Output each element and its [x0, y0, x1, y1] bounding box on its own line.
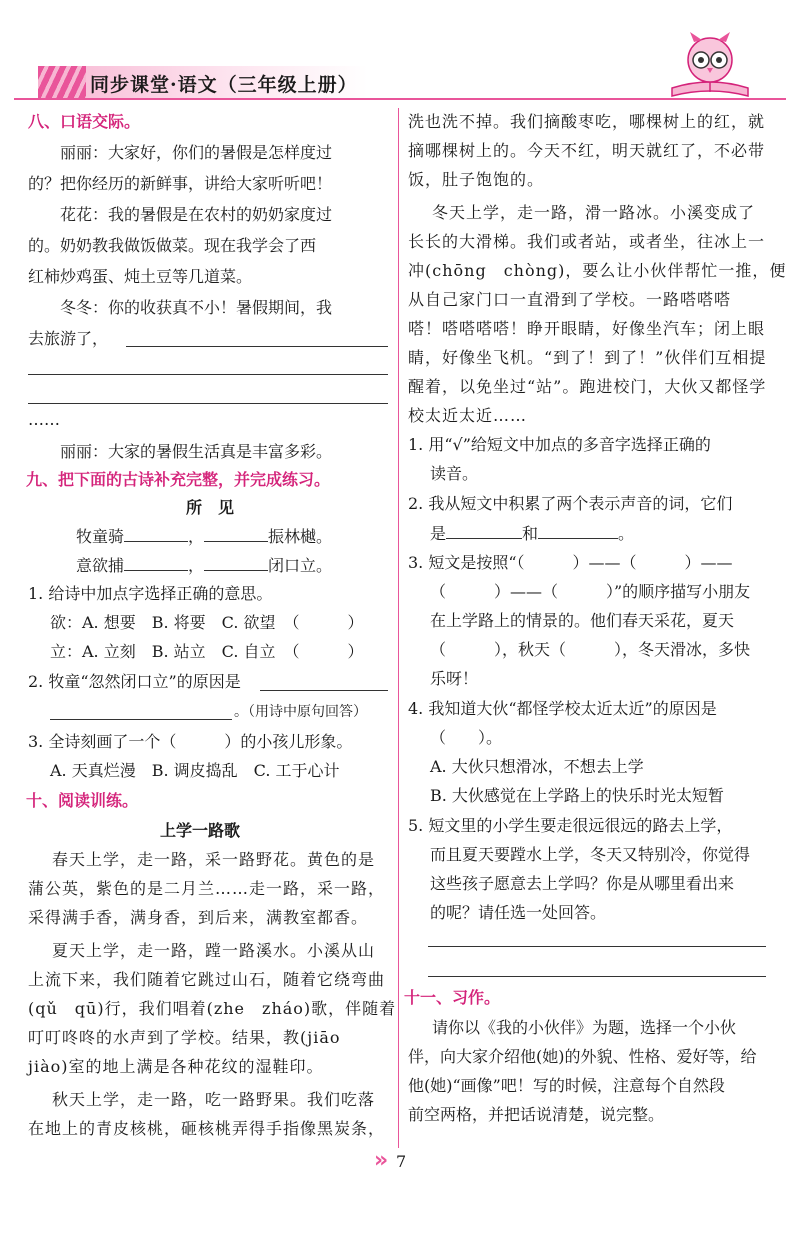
- story-line: 叮叮咚咚的水声到了学校。结果，教(jiāo: [28, 1028, 341, 1047]
- question: 乐呀！: [430, 669, 479, 688]
- answer-blank[interactable]: [28, 403, 388, 404]
- question-option: 立：A. 立刻 B. 站立 C. 自立 （ ）: [50, 642, 364, 661]
- question-option: A. 大伙只想滑冰，不想去上学: [430, 757, 644, 776]
- story-line: 冬天上学，走一路，滑一路冰。小溪变成了: [432, 203, 756, 222]
- story-line: 在地上的青皮核桃，砸核桃弄得手指像黑炭条，: [28, 1119, 386, 1138]
- story-line: 从自己家门口一直滑到了学校。一路嗒嗒嗒: [408, 290, 732, 309]
- header-stripes: [38, 66, 86, 98]
- story-line: 春天上学，走一路，采一路野花。黄色的是: [52, 850, 376, 869]
- text-line: 花花：我的暑假是在农村的奶奶家度过: [60, 205, 333, 224]
- question-blanks: [430, 523, 634, 544]
- question-text: 。: [618, 524, 635, 543]
- section-10-title: 十、阅读训练。: [26, 791, 139, 810]
- poem-text: 闭口立。: [268, 556, 333, 575]
- question: 2. 我从短文中积累了两个表示声音的词，它们: [408, 494, 733, 513]
- answer-blank[interactable]: [446, 523, 522, 539]
- story-line: (qǔ qū)行，我们唱着(zhe zháo)歌，伴随着: [28, 999, 397, 1018]
- story-line: 嗒！嗒嗒嗒嗒！睁开眼睛，好像坐汽车；闭上眼: [408, 319, 766, 338]
- question: 1. 给诗中加点字选择正确的意思。: [28, 584, 273, 603]
- poem-line-2: [76, 555, 332, 576]
- text-line: 去旅游了，: [28, 329, 109, 348]
- story-line: 秋天上学，走一路，吃一路野果。我们吃落: [52, 1090, 376, 1109]
- poem-comma: ，: [188, 556, 205, 575]
- text-line: 的？把你经历的新鲜事，讲给大家听听吧！: [28, 174, 333, 193]
- page-header: [0, 0, 800, 100]
- answer-blank[interactable]: [428, 946, 766, 947]
- question: 5. 短文里的小学生要走很远很远的路去上学，: [408, 816, 733, 835]
- answer-blank[interactable]: [50, 719, 232, 720]
- poem-blank[interactable]: [124, 555, 188, 571]
- story-line: 校太近太近……: [408, 406, 528, 425]
- answer-blank[interactable]: [126, 346, 388, 347]
- story-line: 上流下来，我们随着它跳过山石，随着它绕弯曲: [28, 970, 386, 989]
- text-line: ……: [28, 410, 60, 429]
- story-line: 饭，肚子饱饱的。: [408, 170, 545, 189]
- question: 这些孩子愿意去上学吗？你是从哪里看出来: [430, 874, 735, 893]
- section-8-title: 八、口语交际。: [28, 112, 141, 131]
- text-line: 的。奶奶教我做饭做菜。现在我学会了西: [28, 236, 317, 255]
- story-line: 长长的大滑梯。我们或者站，或者坐，往冰上一: [408, 232, 766, 251]
- text-line: 冬冬：你的收获真不小！暑假期间，我: [60, 298, 333, 317]
- question: 3. 短文是按照“（ ）——（ ）——: [408, 553, 733, 572]
- question-text: 是: [430, 524, 447, 543]
- question: 1. 用“√”给短文中加点的多音字选择正确的: [408, 435, 711, 454]
- question: 而且夏天要蹚水上学，冬天又特别冷，你觉得: [430, 845, 751, 864]
- section-11-title: 十一、习作。: [404, 988, 501, 1007]
- task-line: 伴，向大家介绍他(她)的外貌、性格、爱好等，给: [408, 1047, 757, 1066]
- answer-hint: 。（用诗中原句回答）: [234, 704, 367, 720]
- question: （ ）。: [430, 728, 503, 747]
- question: 2. 牧童“忽然闭口立”的原因是: [28, 672, 241, 691]
- task-line: 请你以《我的小伙伴》为题，选择一个小伙: [432, 1018, 737, 1037]
- task-line: 前空两格，并把话说清楚，说完整。: [408, 1105, 665, 1124]
- question: 在上学路上的情景的。他们春天采花，夏天: [430, 611, 735, 630]
- question-option: B. 大伙感觉在上学路上的快乐时光太短暂: [430, 786, 724, 805]
- book-title: 同步课堂·语文（三年级上册）: [90, 74, 358, 96]
- question: （ ）——（ ）”的顺序描写小朋友: [430, 582, 751, 601]
- poem-blank[interactable]: [124, 526, 188, 542]
- answer-blank[interactable]: [538, 523, 618, 539]
- text-line: 丽丽：大家好，你们的暑假是怎样度过: [60, 143, 333, 162]
- answer-blank[interactable]: [28, 374, 388, 375]
- header-rule: [14, 98, 786, 100]
- story-line: 采得满手香，满身香，到后来，满教室都香。: [28, 908, 369, 927]
- question: 3. 全诗刻画了一个（ ）的小孩儿形象。: [28, 732, 353, 751]
- poem-text: 振林樾。: [268, 527, 333, 546]
- story-line: 醒着，以免坐过“站”。跑进校门，大伙又都怪学: [408, 377, 767, 396]
- text-line: 丽丽：大家的暑假生活真是丰富多彩。: [60, 442, 333, 461]
- task-line: 他(她)“画像”吧！写的时候，注意每个自然段: [408, 1076, 725, 1095]
- story-line: 夏天上学，走一路，蹚一路溪水。小溪从山: [52, 941, 376, 960]
- story-title: 上学一路歌: [160, 821, 241, 840]
- story-line: 洗也洗不掉。我们摘酸枣吃，哪棵树上的红，就: [408, 112, 766, 131]
- question-option: 欲：A. 想要 B. 将要 C. 欲望 （ ）: [50, 613, 364, 632]
- question: （ ），秋天（ ），冬天滑冰，多快: [430, 640, 751, 659]
- story-line: 睛，好像坐飞机。“到了！到了！”伙伴们互相提: [408, 348, 767, 367]
- poem-comma: ，: [188, 527, 205, 546]
- poem-text: 意欲捕: [76, 556, 125, 575]
- page-footer: [0, 1146, 800, 1176]
- question-text: 和: [522, 524, 539, 543]
- page-number: 7: [396, 1152, 407, 1171]
- story-line: 蒲公英，紫色的是二月兰……走一路，采一路，: [28, 879, 386, 898]
- text-line: 红柿炒鸡蛋、炖土豆等几道菜。: [28, 267, 253, 286]
- story-line: 摘哪棵树上的。今天不红，明天就红了，不必带: [408, 141, 766, 160]
- poem-title: 所 见: [186, 498, 235, 517]
- question-options: A. 天真烂漫 B. 调皮捣乱 C. 工于心计: [50, 761, 340, 780]
- answer-blank[interactable]: [428, 976, 766, 977]
- poem-text: 牧童骑: [76, 527, 125, 546]
- column-divider: [398, 108, 399, 1148]
- question: 4. 我知道大伙“都怪学校太近太近”的原因是: [408, 699, 717, 718]
- poem-blank[interactable]: [204, 526, 268, 542]
- story-line: jiào)室的地上满是各种花纹的湿鞋印。: [28, 1057, 324, 1076]
- double-chevron-right-icon: »: [374, 1148, 389, 1173]
- owl-reading-book-icon: [664, 30, 756, 100]
- section-9-title: 九、把下面的古诗补充完整，并完成练习。: [26, 470, 331, 489]
- poem-blank[interactable]: [204, 555, 268, 571]
- story-line: 冲(chōng chòng)，要么让小伙伴帮忙一推，便: [408, 261, 787, 280]
- poem-line-1: [76, 526, 332, 547]
- question: 读音。: [430, 464, 479, 483]
- answer-blank[interactable]: [260, 690, 388, 691]
- question: 的呢？请任选一处回答。: [430, 903, 607, 922]
